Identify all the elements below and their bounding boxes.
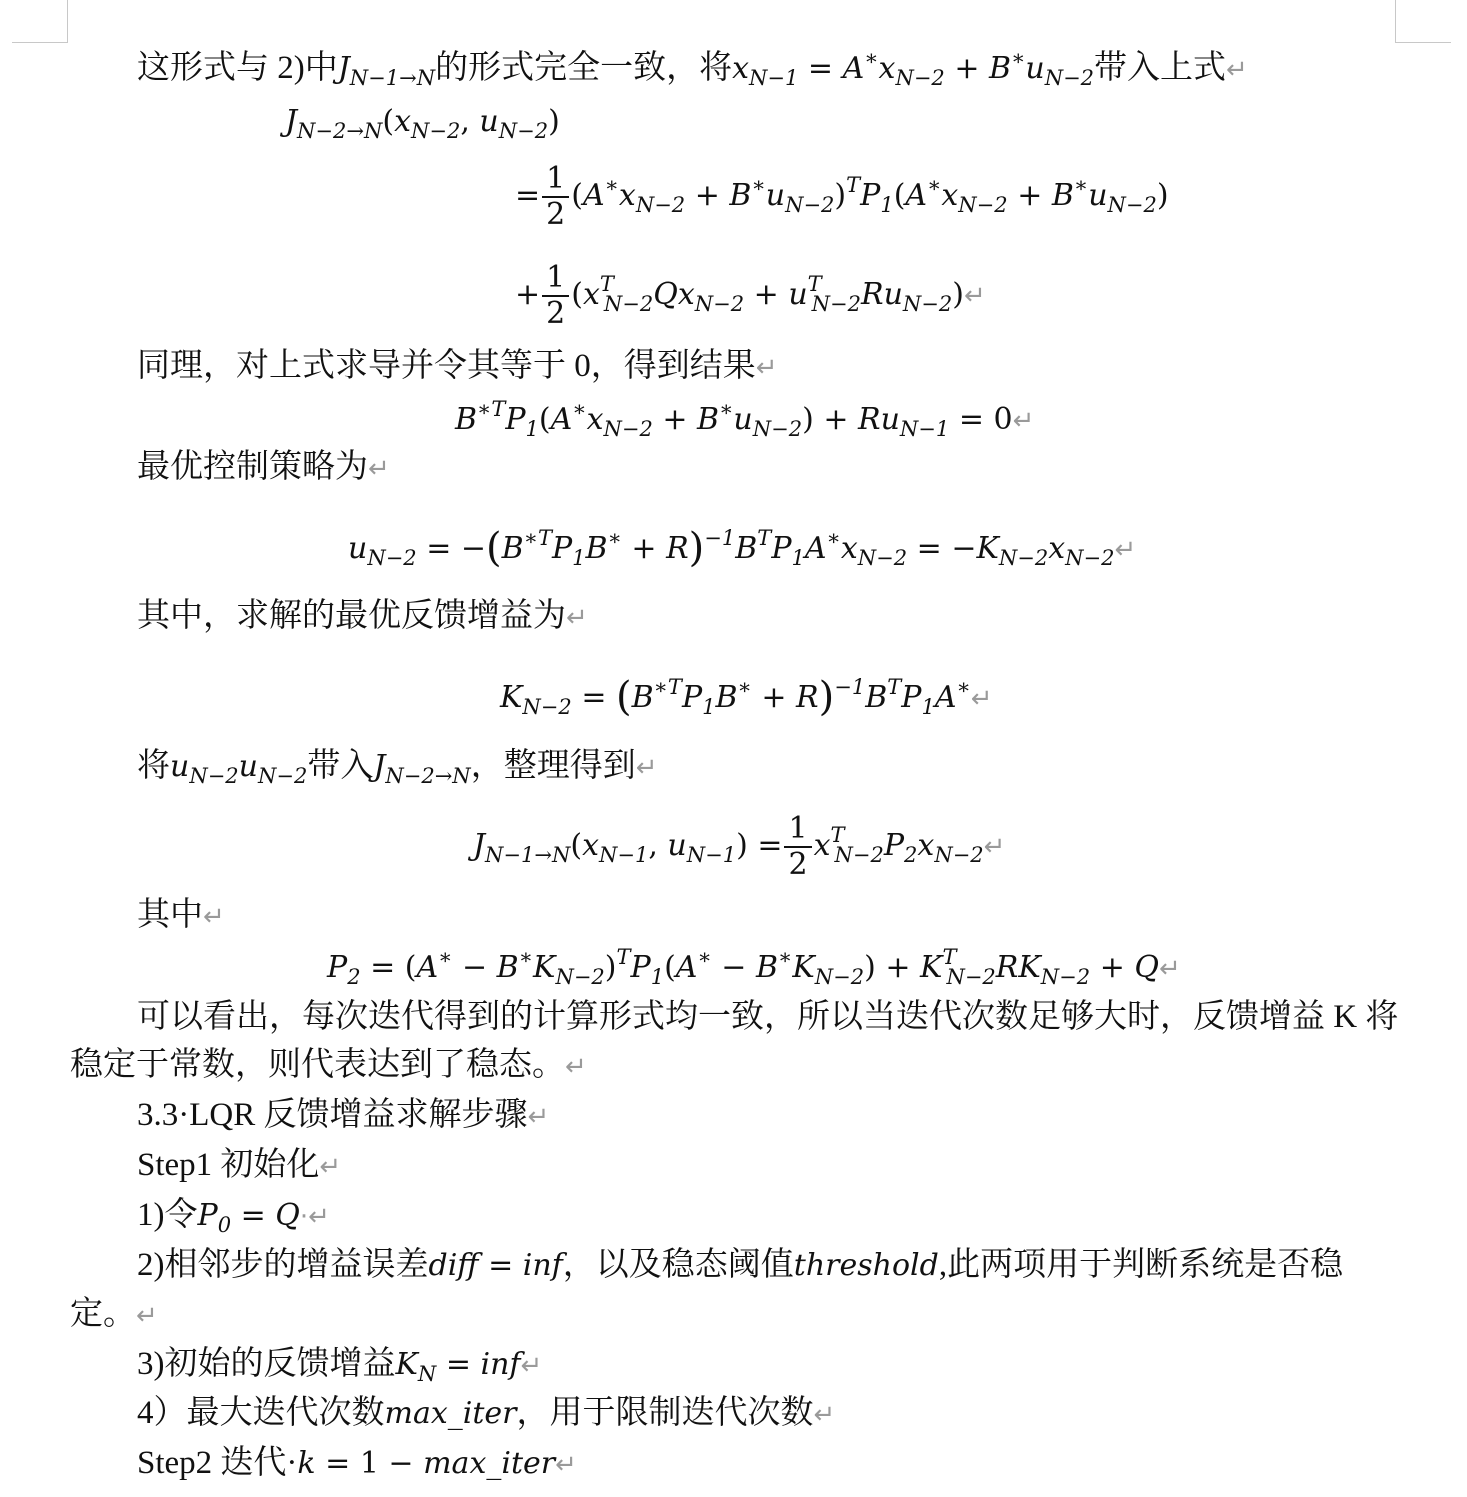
line-where [137,895,225,937]
equation-optimal-gain: $K_{N-2} = (B^{∗T}P_1B^∗$ + $R)^{-1}B^TP_1A^∗↵$ [500,674,993,720]
text-section-3-3: 3.3·LQR 反馈增益求解步骤 [137,1097,528,1133]
paragraph-mark: ↵ [565,1052,587,1082]
paragraph-mark: ↵ [635,753,658,783]
text-item-4a: 4）最大迭代次数 [137,1395,385,1431]
line-optimal-gain-text [137,596,588,638]
math-J-N1-N: $J_{N-1\to N}$ [337,51,436,90]
paragraph-mark: ↵ [1012,406,1035,436]
crop-mark-top-left [12,0,68,43]
math-threshold: threshold [793,1248,939,1283]
text-item-2a: 2)相邻步的增益误差 [137,1247,429,1283]
paragraph-mark: ↵ [308,1202,330,1232]
line-optimal-policy-text [137,447,390,489]
item-2 [137,1245,1343,1286]
paragraph-mark: ↵ [963,281,986,311]
paragraph-convergence [137,997,1398,1037]
paragraph-mark: ↵ [1226,55,1248,85]
text-item-2b: ，以及稳态阈值 [562,1247,794,1283]
equation-J-N2-term2: + $\frac{1}{2}$ ($x^T_{N-2}Qx_{N-2}$ + $u^T_{N-2}Ru_{N-2})↵$ [515,260,986,331]
equation-J-N1-result: $J_{N-1\to N}(x_{N-1}$, $u_{N-1}$) = $\frac{1}{2}$ $x^T_{N-2}P_2x_{N-2}↵$ [473,811,1006,882]
line-substitution-intro [137,48,1248,90]
math-KN-inf: $K_N$ = inf [395,1347,521,1386]
text-optimal-policy: 最优控制策略为 [137,449,368,485]
text-item-3: 3)初始的反馈增益 [137,1346,396,1382]
text-step2: Step2 迭代· [137,1445,298,1481]
line-derivative-text [137,346,778,388]
equation-J-N2-term1: = $\frac{1}{2}$ $(A^∗x_{N-2} + B^∗u_{N-2})^TP_1(A^∗x_{N-2} + B^∗u_{N-2})$ [515,161,1169,232]
paragraph-mark: ↵ [755,353,778,383]
item-1 [137,1195,330,1237]
text-step1: Step1 初始化 [137,1147,320,1183]
text-convergence-cont: 稳定于常数，则代表达到了稳态。 [70,1047,565,1083]
text-substitute-c: ，整理得到 [470,748,636,784]
paragraph-mark: ↵ [136,1301,158,1331]
text-item-2-cont: 定。 [70,1296,136,1332]
text-intro-a: 这形式与 2)中 [137,50,338,86]
section-heading-3-3 [137,1095,549,1137]
math-diff-inf: diff = inf [428,1248,563,1283]
paragraph-mark: ↵ [813,1400,836,1430]
paragraph-mark: ↵ [983,832,1006,862]
equation-P2: $P_2 = (A^∗ - B^∗K_{N-2})^TP_1(A^∗ - B^∗K_{N-2}) + K^T_{N-2}RK_{N-2}$ + Q↵ [327,945,1181,989]
paragraph-mark: ↵ [970,684,993,714]
math-P0-eq-Q: $P_0 = Q$ [197,1198,300,1237]
text-intro-b: 的形式完全一致，将 [435,50,733,86]
paragraph-mark: ↵ [1114,535,1137,565]
text-derivative: 同理，对上式求导并令其等于 0，得到结果 [137,348,756,384]
equation-J-N2-lhs: $J_{N-2\to N}(x_{N-2}$, $u_{N-2}$) [285,104,560,143]
equation-derivative-zero: $B^{∗T}P_1(A^∗x_{N-2} + B^∗u_{N-2}) + Ru_{N-1}$ = 0↵ [455,397,1035,441]
paragraph-mark: ↵ [368,454,390,484]
paragraph-mark: ↵ [319,1152,342,1182]
paragraph-convergence-cont [70,1045,587,1087]
equation-optimal-control: $u_{N-2} = -(B^{∗T}P_1B^∗ + R)^{-1}B^TP_1A^∗x_{N-2}$ = $-K_{N-2}x_{N-2}↵$ [348,525,1137,571]
paragraph-mark: · [299,1202,309,1232]
paragraph-mark: ↵ [520,1351,543,1381]
item-2-cont [70,1294,158,1336]
paragraph-mark: ↵ [1158,954,1181,984]
step1-heading [137,1145,341,1187]
text-optimal-gain: 其中，求解的最优反馈增益为 [137,598,566,634]
math-x-N1-def: $x_{N-1} = A^∗x_{N-2} + B^∗u_{N-2}$ [732,46,1095,90]
math-k-range: k = 1 − max_iter [297,1446,556,1481]
crop-mark-top-right [1395,0,1451,43]
math-u-N2-u-N2: $u_{N-2}u_{N-2}$ [170,749,308,788]
text-item-4b: ，用于限制迭代次数 [516,1395,814,1431]
paragraph-mark: ↵ [203,902,225,932]
item-3 [137,1344,542,1386]
text-item-1: 1)令 [137,1197,198,1233]
paragraph-mark: ↵ [566,603,588,633]
paragraph-mark: ↵ [527,1102,550,1132]
text-where: 其中 [137,897,203,933]
item-4 [137,1393,835,1435]
paragraph-mark: ↵ [555,1450,577,1480]
math-J-N2-N: $J_{N-2\to N}$ [373,749,471,788]
line-substitute-u [137,746,657,788]
math-max-iter: max_iter [384,1396,517,1431]
text-convergence: 可以看出，每次迭代得到的计算形式均一致，所以当迭代次数足够大时，反馈增益 K 将 [137,999,1399,1035]
text-substitute-b: 带入 [307,748,374,784]
text-intro-c: 带入上式 [1094,50,1227,86]
step2-heading [137,1443,577,1485]
text-item-2c: ,此两项用于判断系统是否稳 [938,1247,1344,1283]
text-substitute-a: 将 [137,748,170,784]
